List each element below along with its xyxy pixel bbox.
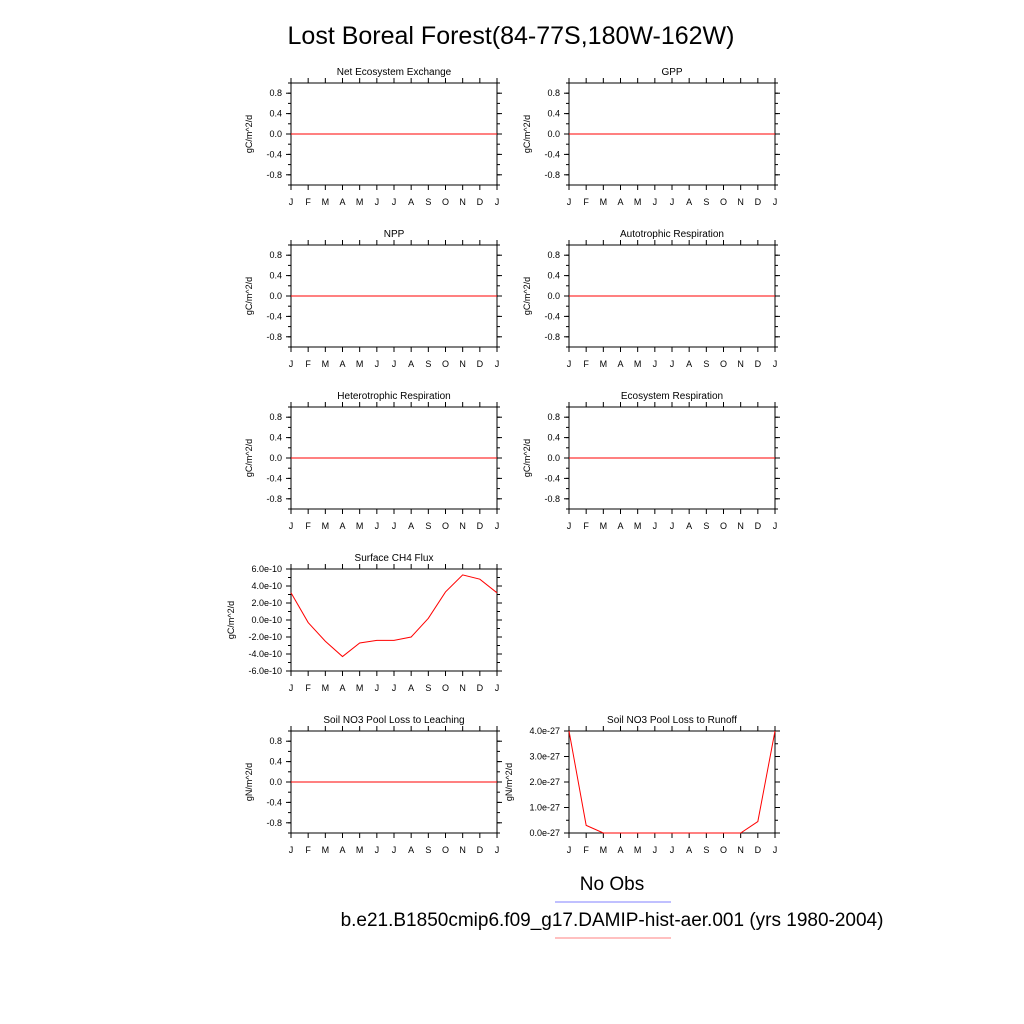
x-tick-label: M — [321, 683, 330, 693]
y-tick-label: 0.0e-10 — [251, 615, 282, 625]
x-tick-label: N — [459, 197, 466, 207]
x-tick-label: A — [686, 197, 693, 207]
x-tick-label: F — [305, 359, 311, 369]
x-tick-label: M — [599, 521, 608, 531]
y-tick-label: -0.4 — [266, 149, 282, 160]
legend-label-model: b.e21.B1850cmip6.f09_g17.DAMIP-hist-aer.001 (yrs 1980-2004) — [340, 910, 884, 931]
x-tick-label: A — [686, 845, 693, 855]
chart-panel — [244, 391, 502, 531]
x-tick-label: M — [321, 845, 330, 855]
x-tick-label: M — [355, 683, 364, 693]
x-tick-label: M — [321, 197, 330, 207]
series-line — [291, 575, 497, 657]
x-tick-label: S — [425, 521, 432, 531]
x-tick-label: D — [476, 359, 484, 369]
y-tick-label: 0.0 — [547, 291, 560, 301]
y-tick-label: 4.0e-27 — [529, 726, 560, 736]
x-tick-label: A — [686, 359, 693, 369]
x-tick-label: J — [494, 521, 500, 531]
x-tick-label: O — [441, 521, 450, 531]
x-tick-label: S — [703, 521, 710, 531]
y-tick-label: 0.0 — [269, 291, 282, 301]
x-tick-label: J — [288, 845, 294, 855]
x-tick-label: O — [441, 197, 450, 207]
y-tick-label: 0.0 — [269, 777, 282, 787]
y-axis-label: gC/m^2/d — [522, 276, 532, 316]
series-line — [569, 731, 775, 833]
x-tick-label: S — [703, 197, 710, 207]
x-tick-label: A — [617, 845, 624, 855]
x-tick-label: M — [355, 197, 364, 207]
chart-panel — [522, 229, 780, 369]
x-tick-label: N — [459, 359, 466, 369]
x-tick-label: A — [408, 359, 415, 369]
x-tick-label: J — [288, 197, 294, 207]
x-tick-label: M — [321, 359, 330, 369]
y-tick-label: 2.0e-10 — [251, 598, 282, 608]
y-tick-label: -0.4 — [266, 311, 282, 322]
x-tick-label: O — [719, 521, 728, 531]
y-tick-label: -0.8 — [544, 331, 560, 342]
y-tick-label: 0.4 — [269, 270, 282, 281]
x-tick-label: M — [599, 845, 608, 855]
legend-label-obs: No Obs — [579, 874, 645, 895]
x-tick-label: M — [355, 359, 364, 369]
x-tick-label: J — [391, 197, 397, 207]
plot-frame — [291, 569, 497, 671]
y-axis-label: gC/m^2/d — [522, 438, 532, 478]
x-tick-label: N — [459, 521, 466, 531]
x-tick-label: A — [339, 197, 346, 207]
x-tick-label: M — [355, 521, 364, 531]
x-tick-label: S — [425, 845, 432, 855]
y-axis-label: gN/m^2/d — [244, 762, 254, 802]
x-tick-label: J — [669, 359, 675, 369]
x-tick-label: J — [374, 521, 380, 531]
x-tick-label: N — [459, 683, 466, 693]
y-tick-label: 0.8 — [547, 250, 560, 261]
x-tick-label: O — [719, 359, 728, 369]
x-tick-label: J — [772, 359, 778, 369]
x-tick-label: J — [566, 359, 572, 369]
x-tick-label: D — [476, 197, 484, 207]
x-tick-label: N — [737, 359, 744, 369]
x-tick-label: O — [441, 845, 450, 855]
x-tick-label: O — [719, 197, 728, 207]
x-tick-label: N — [459, 845, 466, 855]
x-tick-label: A — [339, 521, 346, 531]
x-tick-label: J — [391, 359, 397, 369]
x-tick-label: D — [754, 359, 762, 369]
x-tick-label: J — [652, 521, 658, 531]
y-axis-label: gC/m^2/d — [244, 276, 254, 316]
x-tick-label: F — [583, 197, 589, 207]
y-tick-label: 2.0e-27 — [529, 777, 560, 787]
x-tick-label: J — [566, 521, 572, 531]
x-tick-label: A — [686, 521, 693, 531]
x-tick-label: A — [617, 359, 624, 369]
y-tick-label: 1.0e-27 — [529, 802, 560, 813]
x-tick-label: M — [633, 845, 642, 855]
panel-title: Soil NO3 Pool Loss to Runoff — [607, 715, 737, 726]
y-axis-label: gC/m^2/d — [244, 114, 254, 154]
x-tick-label: J — [494, 845, 500, 855]
x-tick-label: M — [355, 845, 364, 855]
x-tick-label: J — [772, 845, 778, 855]
y-tick-label: 0.4 — [269, 108, 282, 119]
x-tick-label: M — [599, 197, 608, 207]
figure-title: Lost Boreal Forest(84-77S,180W-162W) — [287, 22, 735, 50]
y-tick-label: 0.4 — [269, 432, 282, 443]
y-tick-label: 3.0e-27 — [529, 751, 560, 762]
y-tick-label: 0.4 — [547, 432, 560, 443]
x-tick-label: J — [494, 197, 500, 207]
x-tick-label: A — [339, 845, 346, 855]
x-tick-label: D — [476, 845, 484, 855]
panel-title: Ecosystem Respiration — [620, 391, 724, 402]
x-tick-label: J — [652, 845, 658, 855]
x-tick-label: D — [754, 521, 762, 531]
panel-title: Autotrophic Respiration — [620, 229, 724, 240]
y-tick-label: -0.4 — [544, 473, 560, 484]
x-tick-label: O — [441, 359, 450, 369]
legend — [341, 874, 884, 938]
y-tick-label: 0.0e-27 — [529, 828, 560, 838]
x-tick-label: D — [754, 197, 762, 207]
y-tick-label: -0.4 — [266, 797, 282, 808]
y-axis-label: gC/m^2/d — [226, 600, 236, 640]
y-tick-label: 0.4 — [269, 756, 282, 767]
x-tick-label: J — [669, 845, 675, 855]
panel-title: Net Ecosystem Exchange — [336, 67, 452, 78]
x-tick-label: M — [599, 359, 608, 369]
y-tick-label: -2.0e-10 — [248, 632, 282, 642]
x-tick-label: S — [703, 359, 710, 369]
x-tick-label: A — [617, 197, 624, 207]
x-tick-label: M — [633, 521, 642, 531]
chart-panel — [244, 67, 502, 207]
x-tick-label: J — [374, 359, 380, 369]
x-tick-label: J — [288, 521, 294, 531]
panels — [226, 67, 780, 855]
x-tick-label: N — [737, 845, 744, 855]
x-tick-label: S — [425, 683, 432, 693]
x-tick-label: M — [633, 197, 642, 207]
y-tick-label: 0.0 — [269, 453, 282, 463]
chart-panel — [504, 715, 780, 855]
x-tick-label: D — [476, 521, 484, 531]
y-tick-label: 0.8 — [269, 736, 282, 747]
x-tick-label: J — [391, 845, 397, 855]
x-tick-label: J — [391, 683, 397, 693]
panel-title: Surface CH4 Flux — [354, 553, 434, 564]
x-tick-label: A — [339, 683, 346, 693]
x-tick-label: M — [633, 359, 642, 369]
y-tick-label: -0.8 — [544, 493, 560, 504]
x-tick-label: S — [425, 197, 432, 207]
x-tick-label: J — [494, 359, 500, 369]
x-tick-label: S — [703, 845, 710, 855]
x-tick-label: J — [566, 197, 572, 207]
y-axis-label: gN/m^2/d — [504, 762, 514, 802]
x-tick-label: J — [391, 521, 397, 531]
x-tick-label: J — [772, 521, 778, 531]
chart-panel — [226, 553, 502, 693]
x-tick-label: A — [408, 683, 415, 693]
x-tick-label: O — [719, 845, 728, 855]
x-tick-label: A — [339, 359, 346, 369]
x-tick-label: F — [305, 683, 311, 693]
x-tick-label: J — [374, 197, 380, 207]
y-tick-label: 0.0 — [547, 129, 560, 139]
x-tick-label: J — [374, 845, 380, 855]
x-tick-label: J — [772, 197, 778, 207]
x-tick-label: J — [494, 683, 500, 693]
y-tick-label: 0.0 — [269, 129, 282, 139]
x-tick-label: J — [374, 683, 380, 693]
x-tick-label: J — [288, 359, 294, 369]
x-tick-label: F — [583, 521, 589, 531]
y-tick-label: 0.4 — [547, 108, 560, 119]
y-tick-label: -0.8 — [266, 493, 282, 504]
x-tick-label: F — [583, 845, 589, 855]
panel-title: Soil NO3 Pool Loss to Leaching — [323, 715, 465, 726]
y-tick-label: -0.4 — [266, 473, 282, 484]
x-tick-label: F — [305, 197, 311, 207]
y-tick-label: -6.0e-10 — [248, 666, 282, 676]
y-tick-label: 0.8 — [547, 412, 560, 423]
x-tick-label: J — [669, 197, 675, 207]
x-tick-label: O — [441, 683, 450, 693]
y-tick-label: 6.0e-10 — [251, 564, 282, 574]
x-tick-label: D — [476, 683, 484, 693]
y-tick-label: -0.4 — [544, 149, 560, 160]
x-tick-label: S — [425, 359, 432, 369]
y-axis-label: gC/m^2/d — [244, 438, 254, 478]
x-tick-label: F — [305, 521, 311, 531]
y-tick-label: 0.8 — [269, 412, 282, 423]
x-tick-label: F — [583, 359, 589, 369]
chart-panel — [244, 715, 502, 855]
y-tick-label: 0.8 — [269, 250, 282, 261]
x-tick-label: A — [617, 521, 624, 531]
chart-panel — [244, 229, 502, 369]
x-tick-label: M — [321, 521, 330, 531]
y-tick-label: -0.8 — [544, 169, 560, 180]
y-tick-label: 0.8 — [547, 88, 560, 99]
y-tick-label: -0.8 — [266, 169, 282, 180]
y-tick-label: -0.8 — [266, 331, 282, 342]
x-tick-label: J — [669, 521, 675, 531]
y-axis-label: gC/m^2/d — [522, 114, 532, 154]
y-tick-label: 4.0e-10 — [251, 581, 282, 591]
y-tick-label: -0.4 — [544, 311, 560, 322]
y-tick-label: -4.0e-10 — [248, 649, 282, 659]
y-tick-label: 0.0 — [547, 453, 560, 463]
x-tick-label: J — [652, 197, 658, 207]
x-tick-label: A — [408, 197, 415, 207]
x-tick-label: N — [737, 197, 744, 207]
plot-frame — [569, 731, 775, 833]
chart-panel — [522, 67, 780, 207]
x-tick-label: D — [754, 845, 762, 855]
x-tick-label: J — [288, 683, 294, 693]
x-tick-label: A — [408, 521, 415, 531]
x-tick-label: J — [566, 845, 572, 855]
x-tick-label: F — [305, 845, 311, 855]
x-tick-label: N — [737, 521, 744, 531]
panel-title: Heterotrophic Respiration — [337, 391, 451, 402]
y-tick-label: 0.4 — [547, 270, 560, 281]
panel-title: NPP — [383, 229, 405, 240]
y-tick-label: -0.8 — [266, 817, 282, 828]
panel-title: GPP — [661, 67, 683, 78]
chart-panel — [522, 391, 780, 531]
x-tick-label: A — [408, 845, 415, 855]
x-tick-label: J — [652, 359, 658, 369]
y-tick-label: 0.8 — [269, 88, 282, 99]
